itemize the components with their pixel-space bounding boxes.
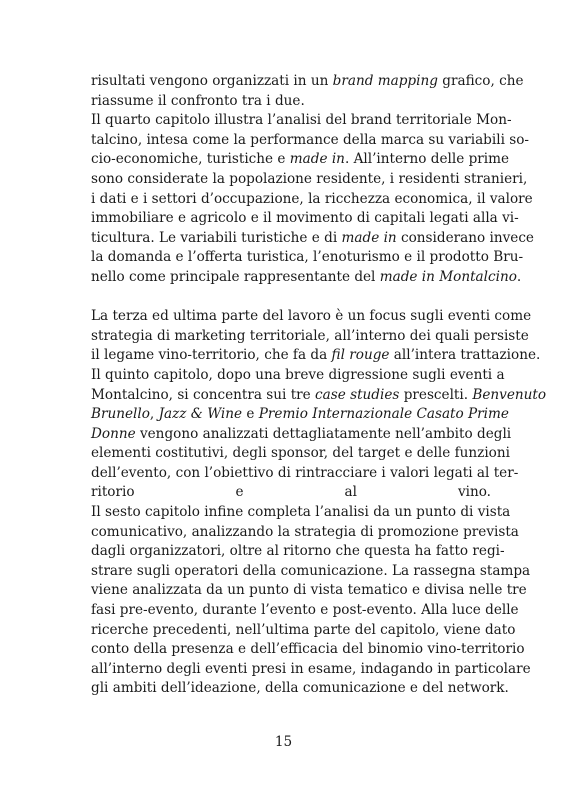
text-run: conto della presenza e dell’efficacia del binomio vino-territorio — [91, 641, 525, 658]
text-run: ritorio e al vino. — [91, 484, 491, 501]
text-run: dagli organizzatori, oltre al ritorno che questa ha fatto regi- — [91, 543, 505, 560]
text-line — [91, 581, 527, 601]
italic-term: fil rouge — [331, 347, 390, 364]
text-line — [91, 444, 510, 464]
body-text — [91, 72, 547, 699]
italic-term: Benvenuto — [472, 386, 547, 403]
text-run: . — [516, 268, 522, 285]
text-run: Il quarto capitolo illustra l’analisi del brand territoriale Mon- — [91, 112, 512, 129]
text-run: sono considerate la popolazione residente, i residenti stranieri, — [91, 170, 528, 187]
text-line — [91, 679, 509, 699]
text-line — [91, 209, 519, 229]
italic-term: made in Montalcino — [379, 268, 517, 285]
text-run: strare sugli operatori della comunicazione. La rassegna stampa — [91, 562, 531, 579]
text-line — [91, 229, 534, 249]
text-run: i dati e i settori d’occupazione, la ricchezza economica, il valore — [91, 190, 533, 207]
text-line — [91, 346, 541, 366]
paragraph-gap — [91, 288, 491, 308]
text-run: riassume il confronto tra i due. — [91, 92, 305, 109]
text-run: talcino, intesa come la performance della marca su variabili so- — [91, 131, 529, 148]
text-line — [91, 640, 525, 660]
text-run: ricerche precedenti, nell’ultima parte del capitolo, viene dato — [91, 621, 516, 638]
text-run: risultati vengono organizzati in un — [91, 73, 333, 89]
text-line — [91, 268, 522, 288]
italic-term: made in — [341, 229, 397, 246]
text-run: cio-economiche, turistiche e — [91, 151, 290, 168]
text-run: all’intera trattazione. — [389, 347, 541, 364]
text-run: Il sesto capitolo infine completa l’analisi da un punto di vista — [91, 504, 511, 521]
text-run: elementi costitutivi, degli sponsor, del target e delle funzioni — [91, 445, 510, 462]
text-line — [91, 542, 505, 562]
paragraph-block — [91, 307, 547, 699]
text-run: viene analizzata da un punto di vista tematico e divisa nelle tre — [91, 582, 527, 599]
italic-term: Premio Internazionale Casato Prime — [258, 406, 509, 423]
text-run: strategia di marketing territoriale, all’interno dei quali persiste — [91, 327, 529, 344]
text-run: e — [242, 406, 259, 423]
text-line — [91, 111, 512, 131]
text-line — [91, 660, 531, 680]
text-line — [91, 601, 519, 621]
text-line — [91, 562, 531, 582]
text-run: la domanda e l’offerta turistica, l’enoturismo e il prodotto Bru- — [91, 249, 524, 266]
text-line — [91, 150, 510, 170]
text-run: immobiliare e agricolo e il movimento di capitali legati alla vi- — [91, 210, 519, 227]
text-run: La terza ed ultima parte del lavoro è un focus sugli eventi come — [91, 308, 532, 325]
text-run: Montalcino, si concentra sui tre — [91, 386, 316, 403]
text-run: fasi pre-evento, durante l’evento e post-evento. Alla luce delle — [91, 602, 519, 619]
text-run: prescelti. — [399, 386, 473, 403]
text-line — [91, 190, 533, 210]
paragraph-block — [91, 72, 534, 288]
page-number: 15 — [274, 734, 293, 750]
text-run: il legame vino-territorio, che fa da — [91, 347, 332, 364]
text-line — [91, 523, 519, 543]
italic-term: case studies — [315, 386, 400, 403]
text-run: dell’evento, con l’obiettivo di rintracciare i valori legati al ter- — [91, 464, 519, 481]
text-line — [91, 327, 529, 347]
text-line — [91, 483, 491, 503]
text-run: considerano invece — [396, 229, 534, 246]
text-line — [91, 386, 547, 406]
text-run: comunicativo, analizzando la strategia di promozione prevista — [91, 523, 519, 540]
text-run: nello come principale rappresentante del — [91, 268, 380, 285]
text-line — [91, 464, 519, 484]
text-line — [91, 621, 516, 641]
text-line — [91, 366, 505, 386]
text-line — [91, 307, 532, 327]
text-run: ticultura. Le variabili turistiche e di — [91, 229, 342, 246]
text-line — [91, 425, 512, 445]
text-line — [91, 405, 509, 425]
text-run: . All’interno delle prime — [344, 151, 510, 168]
text-run: all’interno degli eventi presi in esame, indagando in particolare — [91, 660, 531, 677]
text-line — [91, 503, 511, 523]
text-line — [91, 92, 491, 112]
italic-term: brand mapping — [332, 73, 438, 89]
text-run: vengono analizzati dettagliatamente nell’ambito degli — [135, 425, 512, 442]
text-run: , — [149, 406, 159, 423]
text-run: Il quinto capitolo, dopo una breve digressione sugli eventi a — [91, 366, 505, 383]
text-run: gli ambiti dell’ideazione, della comunicazione e del network. — [91, 680, 509, 697]
italic-term: Donne — [91, 425, 136, 442]
text-line — [91, 248, 524, 268]
italic-term: Jazz & Wine — [158, 406, 243, 423]
text-run: grafico, che — [437, 73, 524, 89]
text-line — [91, 72, 524, 92]
italic-term: Brunello — [91, 406, 150, 423]
text-line — [91, 131, 529, 151]
text-line — [91, 170, 528, 190]
italic-term: made in — [289, 151, 345, 168]
